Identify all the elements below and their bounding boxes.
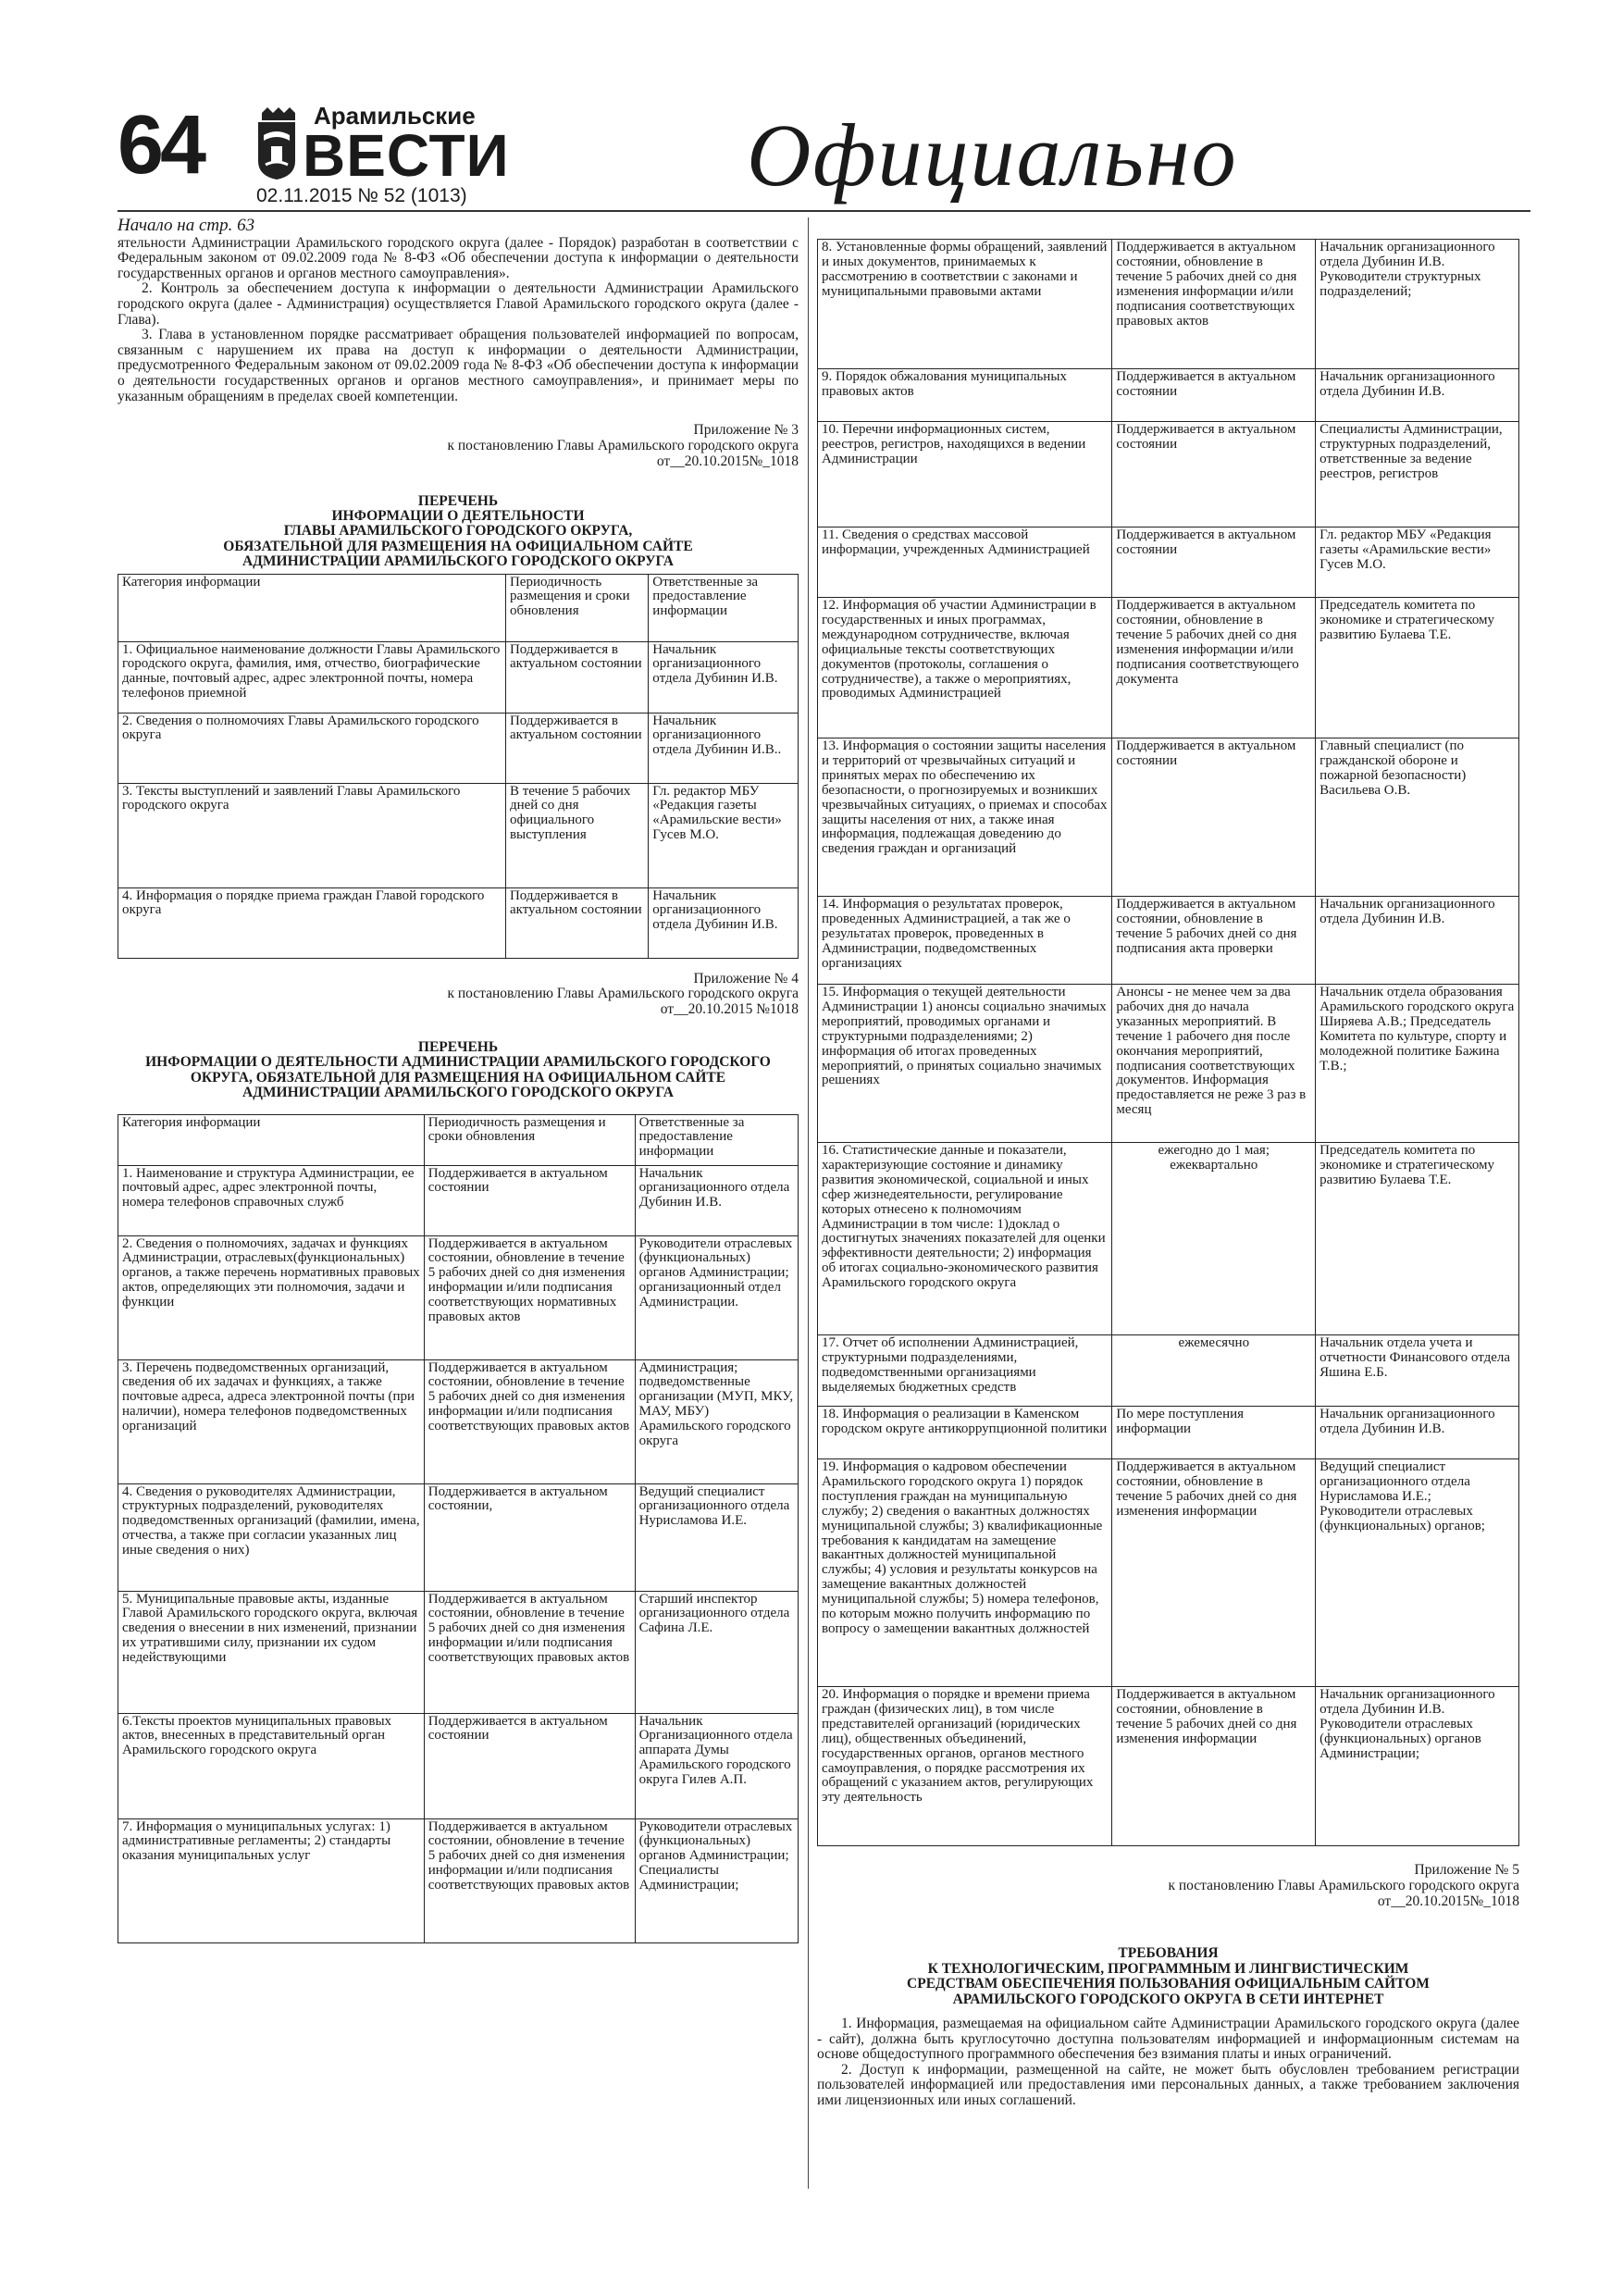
- column-divider: [808, 217, 809, 2189]
- heading-line: К ТЕХНОЛОГИЧЕСКИМ, ПРОГРАММНЫМ И ЛИНГВИСТИЧЕСКИМ: [927, 1960, 1409, 1977]
- cell: 14. Информация о результатах проверок, проведенных Администрацией, а так же о результатах проверок, проведенных в Администрации, подведомственных организациях: [818, 897, 1112, 985]
- cell: Начальник организационного отдела Дубинин И.В.: [649, 641, 799, 713]
- continued-note: Начало на стр. 63: [118, 216, 255, 235]
- cell: 5. Муниципальные правовые акты, изданные Главой Арамильского городского округа, включая сведения о внесении в них изменений, признании их утратившими силу, признании их судом недействующими: [118, 1591, 425, 1713]
- heading-line: ТРЕБОВАНИЯ: [1118, 1945, 1219, 1962]
- cell: 4. Информация о порядке приема граждан Главой городского округа: [118, 887, 506, 958]
- table-row: [818, 985, 1519, 1143]
- issue-info: 02.11.2015 № 52 (1013): [256, 185, 467, 206]
- cell: Специалисты Администрации, структурных подразделений, ответственные за ведение реестров, регистров: [1316, 422, 1519, 527]
- table-row: [118, 1591, 799, 1713]
- cell: Председатель комитета по экономике и стратегическому развитию Булаева Т.Е.: [1316, 598, 1519, 738]
- table-row: [818, 1687, 1519, 1846]
- appendix-line: к постановлению Главы Арамильского городского округа: [447, 986, 799, 1002]
- table-glava-info: [118, 574, 799, 959]
- cell: Поддерживается в актуальном состоянии, обновление в течение 5 рабочих дней со дня изменения информации: [1112, 1459, 1316, 1687]
- left-column: [118, 218, 799, 1943]
- cell: Начальник Организационного отдела аппарата Думы Арамильского городского округа Гилев А.П.: [635, 1713, 798, 1818]
- cell: Поддерживается в актуальном состоянии, обновление в течение 5 рабочих дней со дня изменения информации и/или подписания соответствующих нормативных правовых актов: [424, 1235, 635, 1359]
- heading-line: ИНФОРМАЦИИ О ДЕЯТЕЛЬНОСТИ: [331, 507, 585, 524]
- appendix-line: Приложение № 4: [693, 970, 799, 987]
- table-row: [118, 887, 799, 958]
- cell: Ведущий специалист организационного отдела Нурисламова И.Е.: [635, 1483, 798, 1591]
- cell: Начальник организационного отдела Дубинин И.В.: [1316, 1407, 1519, 1459]
- masthead-title: ВЕСТИ: [303, 122, 510, 189]
- header-cell: Периодичность размещения и сроки обновления: [505, 574, 648, 641]
- cell: 8. Установленные формы обращений, заявлений и иных документов, принимаемых к рассмотрению в соответствии с законами и муниципальными правовыми актами: [818, 240, 1112, 369]
- cell: Начальник отдела учета и отчетности Финансового отдела Яшина Е.Б.: [1316, 1335, 1519, 1407]
- cell: Гл. редактор МБУ «Редакция газеты «Арамильские вести» Гусев М.О.: [649, 783, 799, 887]
- cell: Поддерживается в актуальном состоянии: [505, 641, 648, 713]
- table-row: [118, 1165, 799, 1235]
- page-number: 64: [118, 99, 204, 192]
- table-admin-info-continued: [817, 239, 1519, 1846]
- table-row: [818, 1143, 1519, 1335]
- cell: По мере поступления информации: [1112, 1407, 1316, 1459]
- heading-line: ПЕРЕЧЕНЬ: [417, 1038, 499, 1055]
- cell: Начальник организационного отдела Дубинин И.В.: [1316, 897, 1519, 985]
- appendix-3-caption: [118, 423, 799, 469]
- cell: Поддерживается в актуальном состоянии: [505, 887, 648, 958]
- cell: Поддерживается в актуальном состоянии, обновление в течение 5 рабочих дней со дня изменения информации и/или подписания соответствующих правовых актов: [424, 1818, 635, 1942]
- table-row: [818, 1335, 1519, 1407]
- cell: Поддерживается в актуальном состоянии, обновление в течение 5 рабочих дней со дня изменения информации: [1112, 1687, 1316, 1846]
- cell: В течение 5 рабочих дней со дня официального выступления: [505, 783, 648, 887]
- header-cell: Ответственные за предоставление информации: [635, 1114, 798, 1165]
- heading-line: ГЛАВЫ АРАМИЛЬСКОГО ГОРОДСКОГО ОКРУГА,: [283, 523, 633, 540]
- heading-line: ОБЯЗАТЕЛЬНОЙ ДЛЯ РАЗМЕЩЕНИЯ НА ОФИЦИАЛЬНОМ САЙТЕ: [223, 538, 693, 554]
- table-row: [818, 738, 1519, 897]
- cell: Поддерживается в актуальном состоянии, обновление в течение 5 рабочих дней со дня подписания акта проверки: [1112, 897, 1316, 985]
- cell: Поддерживается в актуальном состоянии: [505, 713, 648, 783]
- table-header-row: [118, 1114, 799, 1165]
- cell: Администрация; подведомственные организации (МУП, МКУ, МАУ, МБУ) Арамильского городского округа: [635, 1359, 798, 1483]
- cell: 7. Информация о муниципальных услугах: 1) административные регламенты; 2) стандарты оказания муниципальных услуг: [118, 1818, 425, 1942]
- header-cell: Ответственные за предоставление информации: [649, 574, 799, 641]
- cell: 20. Информация о порядке и времени приема граждан (физических лиц), в том числе представителей организаций (юридических лиц), общественных объединений, государственных органов, органов местного самоуправления, о порядке рассмотрения их обращений с указанием актов, регулирующих эту деятельность: [818, 1687, 1112, 1846]
- cell: Поддерживается в актуальном состоянии: [1112, 527, 1316, 598]
- cell: 18. Информация о реализации в Каменском городском округе антикоррупционной политики: [818, 1407, 1112, 1459]
- page-header: [118, 93, 1530, 204]
- header-rule: [118, 210, 1530, 212]
- cell: Главный специалист (по гражданской обороне и пожарной безопасности) Васильева О.В.: [1316, 738, 1519, 897]
- cell: Начальник организационного отдела Дубинин И.В. Руководители отраслевых (функциональных) органов Администрации;: [1316, 1687, 1519, 1846]
- cell: Поддерживается в актуальном состоянии: [424, 1165, 635, 1235]
- cell: 6.Тексты проектов муниципальных правовых актов, внесенных в представительный орган Арамильского городского округа: [118, 1713, 425, 1818]
- table-admin-info: [118, 1114, 799, 1943]
- cell: Начальник организационного отдела Дубинин И.В.: [649, 887, 799, 958]
- heading-line: АДМИНИСТРАЦИИ АРАМИЛЬСКОГО ГОРОДСКОГО ОКРУГА: [242, 553, 674, 570]
- cell: Начальник организационного отдела Дубинин И.В.: [635, 1165, 798, 1235]
- heading-line: ИНФОРМАЦИИ О ДЕЯТЕЛЬНОСТИ АДМИНИСТРАЦИИ АРАМИЛЬСКОГО ГОРОДСКОГО ОКРУГА, ОБЯЗАТЕЛЬНОЙ ДЛЯ РАЗМЕЩЕНИЯ НА ОФИЦИАЛЬНОМ САЙТЕ АДМИНИСТРАЦИИ АРАМИЛЬСКОГО ГОРОДСКОГО ОКРУГА: [145, 1054, 771, 1101]
- heading-3: [118, 494, 799, 570]
- heading-line: СРЕДСТВАМ ОБЕСПЕЧЕНИЯ ПОЛЬЗОВАНИЯ ОФИЦИАЛЬНЫМ САЙТОМ: [907, 1976, 1430, 1992]
- header-cell: Периодичность размещения и сроки обновления: [424, 1114, 635, 1165]
- cell: Поддерживается в актуальном состоянии, обновление в течение 5 рабочих дней со дня изменения информации и/или подписания соответствующего документа: [1112, 598, 1316, 738]
- table-row: [818, 527, 1519, 598]
- cell: Начальник организационного отдела Дубинин И.В.: [1316, 369, 1519, 422]
- cell: 10. Перечни информационных систем, реестров, регистров, находящихся в ведении Администрации: [818, 422, 1112, 527]
- cell: Начальник организационного отдела Дубинин И.В. Руководители структурных подразделений;: [1316, 240, 1519, 369]
- heading-5: [817, 1946, 1519, 2007]
- appendix-line: от__20.10.2015№_1018: [656, 453, 799, 469]
- table-row: [818, 422, 1519, 527]
- heading-4: [118, 1040, 799, 1101]
- cell: Поддерживается в актуальном состоянии,: [424, 1483, 635, 1591]
- table-row: [118, 1235, 799, 1359]
- appendix-line: к постановлению Главы Арамильского городского округа: [447, 437, 799, 453]
- right-column: [817, 239, 1519, 2109]
- cell: 19. Информация о кадровом обеспечении Арамильского городского округа 1) порядок поступления граждан на муниципальную службу; 2) сведения о вакантных должностях муниципальной службы; 3) квалификационные требования к кандидатам на замещение вакантных должностей муниципальной службы; 4) условия и результаты конкурсов на замещение вакантных должностей муниципальной службы; 5) номера телефонов, по которым можно получить информацию по вопросу о замещении вакантных должностей: [818, 1459, 1112, 1687]
- cell: Анонсы - не менее чем за два рабочих дня до начала указанных мероприятий. В течение 1 рабочего дня после окончания мероприятий, подписания соответствующих документов. Информация предоставляется не реже 3 раз в месяц: [1112, 985, 1316, 1143]
- cell: Руководители отраслевых (функциональных) органов Администрации; Специалисты Администрации;: [635, 1818, 798, 1942]
- intro-paragraph: 2. Контроль за обеспечением доступа к информации о деятельности Администрации Арамильского городского округа (далее - Администрация) осуществляется Главой Арамильского городского округа (далее - Глава).: [118, 280, 799, 328]
- cell: 15. Информация о текущей деятельности Администрации 1) анонсы социально значимых мероприятий, проводимых органами и структурными подразделениями; 2) информация об итогах проведенных мероприятий, о принятых социально значимых решениях: [818, 985, 1112, 1143]
- cell: Гл. редактор МБУ «Редакция газеты «Арамильские вести» Гусев М.О.: [1316, 527, 1519, 598]
- cell: 1. Официальное наименование должности Главы Арамильского городского округа, фамилия, имя, отчество, биографические данные, почтовый адрес, адрес электронной почты, номера телефонов приемной: [118, 641, 506, 713]
- cell: Ведущий специалист организационного отдела Нурисламова И.Е.; Руководители отраслевых (функциональных) органов;: [1316, 1459, 1519, 1687]
- table-row: [118, 1818, 799, 1942]
- cell: 17. Отчет об исполнении Администрацией, структурными подразделениями, подведомственными организациями выделяемых бюджетных средств: [818, 1335, 1112, 1407]
- table-row: [818, 369, 1519, 422]
- table-row: [818, 897, 1519, 985]
- cell: 9. Порядок обжалования муниципальных правовых актов: [818, 369, 1112, 422]
- cell: 13. Информация о состоянии защиты населения и территорий от чрезвычайных ситуаций и принятых мерах по обеспечению их безопасности, о прогнозируемых и возникших чрезвычайных ситуациях, о приемах и способах защиты населения от них, а также иная информация, подлежащая доведению до сведения граждан и организаций: [818, 738, 1112, 897]
- cell: 2. Сведения о полномочиях Главы Арамильского городского округа: [118, 713, 506, 783]
- masthead-small: Арамильские: [314, 102, 476, 130]
- intro-paragraph: ятельности Администрации Арамильского городского округа (далее - Порядок) разработан в соответствии с Федеральным законом от 09.02.2009 года № 8-ФЗ «Об обеспечении доступа к информации о деятельности государственных органов и органов местного самоуправления».: [118, 234, 799, 281]
- table-row: [118, 713, 799, 783]
- appendix-line: от__20.10.2015№_1018: [1377, 1893, 1519, 1909]
- header-cell: Категория информации: [118, 1114, 425, 1165]
- table-row: [818, 1459, 1519, 1687]
- requirements-paragraph: 2. Доступ к информации, размещенной на сайте, не может быть обусловлен требованием регистрации пользователей информацией или предоставления ими персональных данных, а также требованием заключения ими лицензионных или иных соглашений.: [817, 2061, 1519, 2108]
- table-row: [118, 1359, 799, 1483]
- heading-line: ПЕРЕЧЕНЬ: [417, 492, 499, 509]
- cell: Председатель комитета по экономике и стратегическому развитию Булаева Т.Е.: [1316, 1143, 1519, 1335]
- cell: Руководители отраслевых (функциональных) органов Администрации; организационный отдел Администрации.: [635, 1235, 798, 1359]
- cell: 1. Наименование и структура Администрации, ее почтовый адрес, адрес электронной почты, номера телефонов справочных служб: [118, 1165, 425, 1235]
- requirements-paragraph: 1. Информация, размещаемая на официальном сайте Администрации Арамильского городского округа (далее - сайт), должна быть круглосуточно доступна пользователям информацией и информационным системам на основе общедоступного программного обеспечения без взимания платы и иных ограничений.: [817, 2016, 1519, 2063]
- cell: 4. Сведения о руководителях Администрации, структурных подразделений, руководителях подведомственных организаций (фамилии, имена, отчества, а также при согласии указанных лиц иные сведения о них): [118, 1483, 425, 1591]
- table-row: [818, 1407, 1519, 1459]
- cell: Начальник отдела образования Арамильского городского округа Ширяева А.В.; Председатель Комитета по культуре, спорту и молодежной политике Бажина Т.В.;: [1316, 985, 1519, 1143]
- cell: ежемесячно: [1112, 1335, 1316, 1407]
- cell: ежегодно до 1 мая; ежеквартально: [1112, 1143, 1316, 1335]
- town-coat-of-arms-icon: [254, 107, 299, 181]
- appendix-line: от__20.10.2015 №1018: [660, 1001, 799, 1018]
- cell: 16. Статистические данные и показатели, характеризующие состояние и динамику развития экономической, социальной и иных сфер жизнедеятельности, регулирование которых отнесено к полномочиям Администрации в том числе: 1)доклад о достигнутых значениях показателей для оценки эффективности деятельности; 2) информация об итогах социально-экономического развития Арамильского городского округа: [818, 1143, 1112, 1335]
- cell: Поддерживается в актуальном состоянии: [1112, 369, 1316, 422]
- intro-paragraph: 3. Глава в установленном порядке рассматривает обращения пользователей информацией по вопросам, связанным с нарушением их права на доступ к информации о деятельности Администрации, предусмотренного Федеральным законом от 09.02.2009 года № 8-ФЗ «Об обеспечении доступа к информации о деятельности государственных органов и органов местного самоуправления», и принимает меры по указанным обращениям в пределах своей компетенции.: [118, 327, 799, 404]
- table-row: [818, 240, 1519, 369]
- table-row: [118, 783, 799, 887]
- table-row: [118, 1483, 799, 1591]
- cell: 2. Сведения о полномочиях, задачах и функциях Администрации, отраслевых(функциональных) органов, а также перечень нормативных правовых актов, определяющих эти полномочия, задачи и функции: [118, 1235, 425, 1359]
- appendix-5-caption: [817, 1863, 1519, 1909]
- cell: Поддерживается в актуальном состоянии: [1112, 738, 1316, 897]
- cell: 11. Сведения о средствах массовой информации, учрежденных Администрацией: [818, 527, 1112, 598]
- cell: Поддерживается в актуальном состоянии: [424, 1713, 635, 1818]
- appendix-4-caption: [118, 972, 799, 1018]
- appendix-line: Приложение № 5: [1414, 1862, 1519, 1878]
- cell: 3. Перечень подведомственных организаций, сведения об их задачах и функциях, а также почтовые адреса, адреса электронной почты (при наличии), номера телефонов подведомственных организаций: [118, 1359, 425, 1483]
- appendix-line: Приложение № 3: [693, 422, 799, 439]
- cell: Поддерживается в актуальном состоянии: [1112, 422, 1316, 527]
- section-title: Официально: [747, 105, 1238, 205]
- appendix-line: к постановлению Главы Арамильского городского округа: [1168, 1877, 1519, 1893]
- table-row: [118, 641, 799, 713]
- heading-line: АРАМИЛЬСКОГО ГОРОДСКОГО ОКРУГА В СЕТИ ИНТЕРНЕТ: [952, 1991, 1384, 2007]
- header-cell: Категория информации: [118, 574, 506, 641]
- table-header-row: [118, 574, 799, 641]
- table-row: [118, 1713, 799, 1818]
- cell: 12. Информация об участии Администрации в государственных и иных программах, международном сотрудничестве, включая официальные тексты соответствующих документов (протоколы, соглашения о сотрудничестве), а также о мероприятиях, проводимых Администрацией: [818, 598, 1112, 738]
- cell: 3. Тексты выступлений и заявлений Главы Арамильского городского округа: [118, 783, 506, 887]
- cell: Поддерживается в актуальном состоянии, обновление в течение 5 рабочих дней со дня изменения информации и/или подписания соответствующих правовых актов: [1112, 240, 1316, 369]
- cell: Поддерживается в актуальном состоянии, обновление в течение 5 рабочих дней со дня изменения информации и/или подписания соответствующих правовых актов: [424, 1359, 635, 1483]
- cell: Начальник организационного отдела Дубинин И.В..: [649, 713, 799, 783]
- cell: Старший инспектор организационного отдела Сафина Л.Е.: [635, 1591, 798, 1713]
- table-row: [818, 598, 1519, 738]
- cell: Поддерживается в актуальном состоянии, обновление в течение 5 рабочих дней со дня изменения информации и/или подписания соответствующих правовых актов: [424, 1591, 635, 1713]
